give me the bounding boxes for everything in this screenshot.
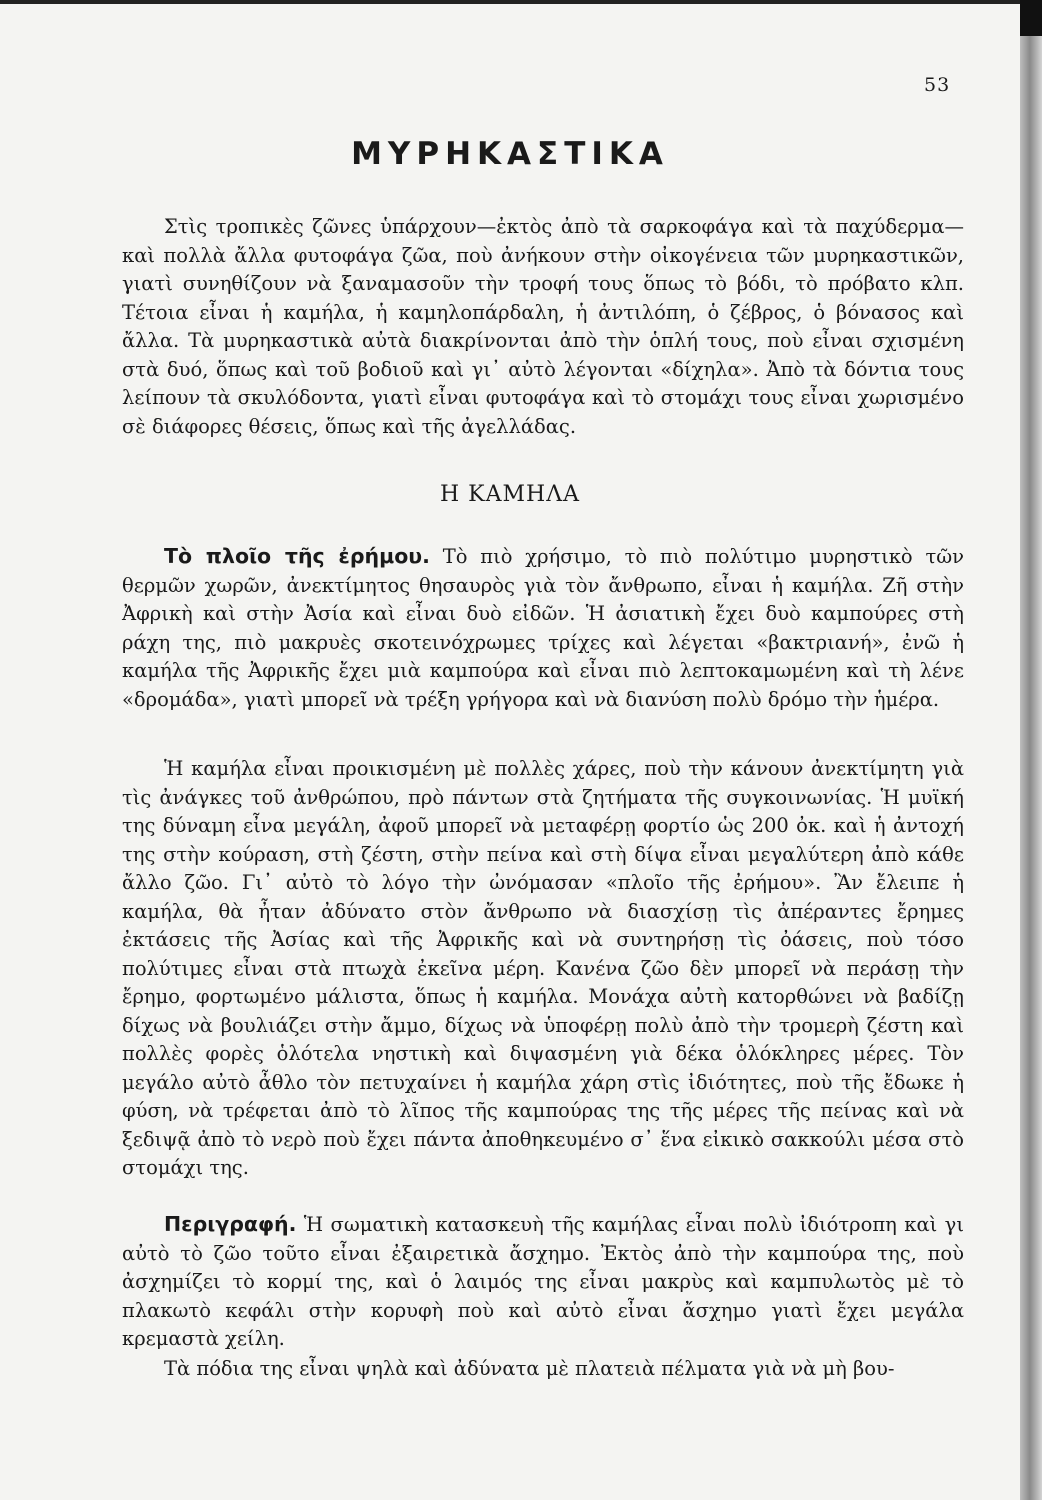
page-edge-shadow: [1020, 0, 1042, 1500]
intro-paragraph: Στὶς τροπικὲς ζῶνες ὑπάρχουν—ἐκτὸς ἀπὸ τὰ σαρκοφάγα καὶ τὰ παχύδερμα—καὶ πολλὰ ἄλλα φυτοφάγα ζῶα, ποὺ ἀνήκουν στὴν οἰκογένεια τῶν μυρηκαστικῶν, γιατὶ συνηθίζουν νὰ ξαναμασοῦν τὴν τροφή τους ὅπως τὸ βόδι, τὸ πρόβατο κλπ. Τέτοια εἶναι ἡ καμήλα, ἡ καμηλοπάρδαλη, ἡ ἀντιλόπη, ὁ ζέβρος, ὁ βόνασος καὶ ἄλλα. Τὰ μυρηκαστικὰ αὐτὰ διακρίνονται ἀπὸ τὴν ὁπλή τους, ποὺ εἶναι σχισμένη στὰ δυό, ὅπως καὶ τοῦ βοδιοῦ καὶ γι᾽ αὐτὸ λέγονται «δίχηλα». Ἀπὸ τὰ δόντια τους λείπουν τὰ σκυλόδοντα, γιατὶ εἶναι φυτοφάγα καὶ τὸ στομάχι τους εἶναι χωρισμένο σὲ διάφορες θέσεις, ὅπως καὶ τῆς ἀγελλάδας.: [122, 215, 964, 438]
page-edge-corner: [1020, 0, 1042, 36]
paragraph-body: Ἡ σωματικὴ κατασκευὴ τῆς καμήλας εἶναι πολὺ ἰδιότροπη καὶ γι αὐτὸ τὸ ζῶο τοῦτο εἶναι ἐξαιρετικὰ ἄσχημο. Ἐκτὸς ἀπὸ τὴν καμπούρα της, ποὺ ἀσχημίζει τὸ κορμί της, καὶ ὁ λαιμός της εἶναι μακρὺς καὶ καμπυλωτὸς μὲ τὸ πλακωτὸ κεφάλι στὴν κορυφὴ ποὺ καὶ αὐτὸ εἶναι ἄσχημο γιατὶ ἔχει μεγάλα κρεμαστὰ χείλη.: [122, 1213, 964, 1350]
paragraph-body: Τὸ πιὸ χρήσιμο, τὸ πιὸ πολύτιμο μυρηστικὸ τῶν θερμῶν χωρῶν, ἀνεκτίμητος θησαυρὸς γιὰ τὸν ἄνθρωπο, εἶναι ἡ καμήλα. Ζῆ στὴν Ἀφρικὴ καὶ στὴν Ἀσία καὶ εἶναι δυὸ εἰδῶν. Ἡ ἀσιατικὴ ἔχει δυὸ καμπούρες στὴ ράχη της, πιὸ μακρυὲς σκοτεινόχρωμες τρίχες καὶ λέγεται «βακτριανή», ἐνῶ ἡ καμήλα τῆς Ἀφρικῆς ἔχει μιὰ καμπούρα καὶ εἶναι πιὸ λεπτοκαμωμένη καὶ τὴ λένε «δρομάδα», γιατὶ μπορεῖ νὰ τρέξη γρήγορα καὶ νὰ διανύση πολὺ δρόμο τὴν ἡμέρα.: [122, 545, 964, 711]
legs-paragraph: Τὰ πόδια της εἶναι ψηλὰ καὶ ἀδύνατα μὲ πλατειὰ πέλματα γιὰ νὰ μὴ βου-: [164, 1357, 895, 1380]
page-number: 53: [924, 74, 951, 96]
paragraph-lead-heading: Τὸ πλοῖο τῆς ἐρήμου.: [164, 544, 430, 568]
chapter-title: ΜΥΡΗΚΑΣΤΙΚΑ: [351, 136, 669, 172]
ship-of-desert-paragraph: [122, 542, 964, 714]
description-paragraph: [122, 1210, 964, 1354]
paragraph-lead-heading: Περιγραφή.: [164, 1212, 297, 1236]
section-title: Η ΚΑΜΗΛΑ: [440, 482, 580, 507]
gifts-paragraph: Ἡ καμήλα εἶναι προικισμένη μὲ πολλὲς χάρες, ποὺ τὴν κάνουν ἀνεκτίμητη γιὰ τὶς ἀνάγκες τοῦ ἀνθρώπου, πρὸ πάντων στὰ ζητήματα τῆς συγκοινωνίας. Ἡ μυϊκή της δύναμη εἶνα μεγάλη, ἀφοῦ μπορεῖ νὰ μεταφέρῃ φορτίο ὡς 200 ὀκ. καὶ ἡ ἀντοχή της στὴν κούραση, στὴ ζέστη, στὴν πείνα καὶ στὴ δίψα εἶναι μεγαλύτερη ἀπὸ κάθε ἄλλο ζῶο. Γι᾽ αὐτὸ τὸ λόγο τὴν ὠνόμασαν «πλοῖο τῆς ἐρήμου». Ἂν ἔλειπε ἡ καμήλα, θὰ ἦταν ἀδύνατο στὸν ἄνθρωπο νὰ διασχίσῃ τὶς ἀπέραντες ἔρημες ἐκτάσεις τῆς Ἀσίας καὶ τῆς Ἀφρικῆς καὶ νὰ συντηρήσῃ τὶς ὀάσεις, ποὺ τόσο πολύτιμες εἶναι στὰ πτωχὰ ἐκεῖνα μέρη. Κανένα ζῶο δὲν μπορεῖ νὰ περάσῃ τὴν ἔρημο, φορτωμένο μάλιστα, ὅπως ἡ καμήλα. Μονάχα αὐτὴ κατορθώνει νὰ βαδίζῃ δίχως νὰ βουλιάζει στὴν ἄμμο, δίχως νὰ ὑποφέρῃ πολὺ ἀπὸ τὴν τρομερὴ ζέστη καὶ πολλὲς φορὲς ὁλότελα νηστικὴ καὶ διψασμένη γιὰ δέκα ὁλόκληρες μέρες. Τὸν μεγάλο αὐτὸ ἆθλο τὸν πετυχαίνει ἡ καμήλα χάρη στὶς ἰδιότητες, ποὺ τῆς ἔδωκε ἡ φύση, νὰ τρέφεται ἀπὸ τὸ λῖπος τῆς καμπούρας της τῆς μέρες τῆς πείνας καὶ νὰ ξεδιψᾷ ἀπὸ τὸ νερὸ ποὺ ἔχει πάντα ἀποθηκευμένο σ᾽ ἕνα εἰκικὸ σακκούλι μέσα στὸ στομάχι της.: [122, 757, 964, 1179]
top-border: [0, 0, 1020, 4]
